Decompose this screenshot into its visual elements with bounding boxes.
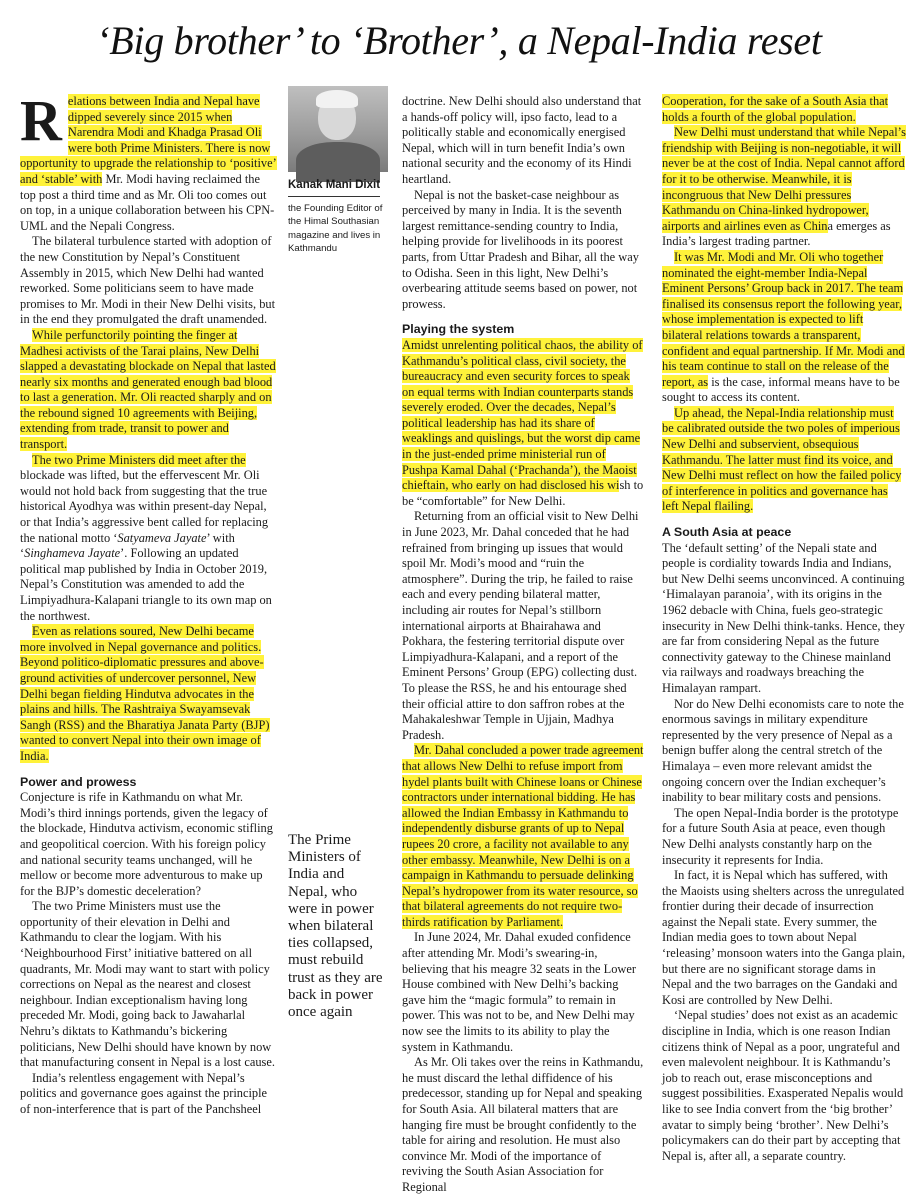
paragraph: India’s relentless engagement with Nepal’s politics and governance goes against the principle of non-interference that is part of the Panchsheel: [20, 1070, 268, 1116]
section-heading: Playing the system: [402, 322, 515, 337]
paragraph: [402, 338, 644, 510]
paragraph: [662, 250, 906, 406]
highlighted-text: Cooperation, for the sake of a South Asia that holds a fourth of the global population.: [662, 94, 889, 124]
paragraph: doctrine. New Delhi should also understand that a hands-off policy will, ipso facto, lead to a politically stable and economically energised Nepal, which will in turn benefit India’s own national security and the economy of its Hindi heartland.: [402, 94, 642, 186]
text: Mr. Modi having reclaimed the top post a third time and as Mr. Oli too comes out on top, in a unique collaboration between his CPN-UML and the Nepali Congress.: [20, 171, 275, 233]
article-column-1: [20, 88, 278, 1116]
author-name: Kanak Mani Dixit: [288, 179, 381, 191]
highlighted-text: New Delhi must understand that while Nepal’s friendship with Beijing is non-negotiable, it will never be at the cost of India. Nepal cannot afford for it to be otherwise. Meanwhile, it is incongruous that New Delhi pressures Kathmandu on China-linked hydropower, airports and airlines even as Chin: [662, 125, 906, 233]
article-column-3: [402, 94, 644, 1194]
paragraph: Nepal is not the basket-case neighbour as perceived by many in India. It is the seventh largest remittance-sending country to India, helping provide for livelihoods in its poorest parts, from Uttar Pradesh and Bihar, all the way to Odisha. Seen in this light, New Delhi’s overbearing attitude seems based on power, not prowess.: [402, 187, 639, 311]
highlighted-text: lations towards a transparent, confident and equal partnership. If Mr. Modi and his team continue to stall on the release of the report, as: [662, 327, 905, 389]
highlighted-text: The two Prime Ministers did meet after the: [32, 452, 246, 467]
paragraph: [662, 94, 906, 125]
text: blockade was lifted, but the effervescent Mr. Oli would not hold back from suggesting that the true historical Ayodhya was within present-day Nepal, or that India’s aggressive bent called for replacing the national motto ‘: [20, 468, 269, 545]
italic-text: Satyameva Jayate: [117, 530, 207, 545]
author-photo: [288, 86, 388, 172]
highlighted-text: Mr. Dahal concluded a power trade agreement that allows New Delhi to refuse import from hydel plants built with Chinese loans or Chinese contractors under international bidding. He has allowed the Indian Embassy in Kathmandu to independently disburse grants of up to Nepal rupees 20 crore, a facility not available to any other embassy. Meanwhile, New Delhi is on a campaign in Kathmandu to persuade delinking Nepal’s hydropower from its water resource, so that bilateral agreements do not require two-thirds ratification by Parliament.: [402, 743, 644, 929]
headline: ‘Big brother’ to ‘Brother’, a Nepal-India reset: [96, 18, 822, 63]
text: ominated the eight-member India-Nepal Eminent Persons’ Group back in 2017. The team finalised its consensus report the following year, whose implementation is expected to lift bilateral re: [662, 265, 904, 342]
drop-cap: R: [20, 88, 62, 153]
text: is the case, informal means have to be sought to access its content.: [662, 374, 900, 405]
paragraph: The ‘default setting’ of the Nepali state and people is cordiality towards India and Indians, but New Delhi seems unconvinced. A continuing ‘Himalayan paranoia’, with its origins in the 1962 debacle with China, fuels geo-strategic insecurity in New Delhi think-tanks. Hence, they are far from considering Nepal as the future connectivity gateway to the Chinese mainland via railways and roadways breaching the Himalayan rampart.: [662, 540, 905, 695]
text: a emerges as India’s largest trading partner.: [662, 218, 891, 249]
paragraph: The open Nepal-India border is the prototype for a future South Asia at peace, even though New Delhi analysts constantly harp on the insecurity it represents for India.: [662, 805, 899, 867]
highlighted-text: It was Mr. Modi and Mr. Oli who together n: [662, 249, 884, 280]
text: ’. Following an updated political map published by India in October 2019, Nepal’s Constitution was amended to add the Limpiyadhura-Kalapani triangle to its own map on the northwest.: [20, 546, 272, 623]
paragraph: [20, 624, 278, 764]
paragraph: In fact, it is Nepal which has suffered, with the Maoists using shelters across the unregulated frontier during their decade of insurrection against the Nepali state. Every summer, the Indian media goes to town about Nepal ‘releasing’ monsoon waters into the Ganga plain, but there are no significant storage dams in Nepal and the two barrages on the Gandaki and Kosi are controlled by New Delhi.: [662, 868, 906, 1007]
article-column-4: [662, 94, 906, 1163]
paragraph: [662, 406, 906, 515]
paragraph: Conjecture is rife in Kathmandu on what Mr. Modi’s third innings portends, given the legacy of the blockade, Hindutva activism, economic stifling and geopolitical coercion. With his foreign policy and national security teams unchanged, will he mellow or become more adventurous to make up for the BJP’s domestic deceleration?: [20, 790, 273, 898]
pull-quote: The Prime Ministers of India and Nepal, who were in power when bilateral ties collapsed, must rebuild trust as they are back in power once again: [288, 832, 383, 1021]
divider: [288, 196, 380, 197]
text: ’ with ‘: [20, 530, 235, 561]
paragraph: The two Prime Ministers must use the opportunity of their elevation in Delhi and Kathmandu to clear the logjam. With his ‘Neighbourhood First’ initiative battered on all quadrants, Mr. Modi may want to start with policy corrections on Nepal as the nearest and closest neighbour. Indian exceptionalism having long preceded Mr. Modi, going back to Jawaharlal Nehru’s diktats to Kathmandu’s bickering politicians, New Delhi should have known by now that manufacturing consent in Nepal is a lost cause.: [20, 899, 275, 1070]
author-bio: the Founding Editor of the Himal Southasian magazine and lives in Kathmandu: [288, 203, 383, 255]
text: sh to be “comfortable” for New Delhi.: [402, 478, 644, 508]
highlighted-text: Even as relations soured, New Delhi became more involved in Nepal governance and politics. Beyond politico-diplomatic pressures and above-ground activities of undercover personnel, New Delhi began fielding Hindutva advocates in the plains and hills. The Rashtraiya Swayamsevak Sangh (RSS) and the Bharatiya Janata Party (BJP) wanted to convert Nepal into their own image of India.: [20, 624, 270, 763]
paragraph: Returning from an official visit to New Delhi in June 2023, Mr. Dahal conceded that he had refrained from bringing up issues that would spoil Mr. Modi’s mood and “ruin the atmosphere”. During the trip, he failed to raise each and every pending bilateral matter, including air routes for Nepal’s stillborn international airports at Bhairahawa and Pokhara, the festering territorial dispute over Limpiyadhura-Kalapani, and a report of the Eminent Persons’ Group (EPG) collecting dust. To please the RSS, he and his entourage shed their official attire to don saffron robes at the Mahakaleshwar Temple in Ujjain, Madhya Pradesh.: [402, 509, 639, 742]
paragraph: Nor do New Delhi economists care to note the enormous savings in military expenditure represented by the very presence of Nepal as a benign buffer along the central stretch of the Himalaya – even more relevant amidst the ongoing concern over the Indian exchequer’s inability to bear military costs and pensions.: [662, 696, 904, 805]
section-heading: A South Asia at peace: [662, 525, 792, 540]
highlighted-text: Up ahead, the Nepal-India relationship must be calibrated outside the two poles of imperious New Delhi and subservient, obsequious Kathmandu. The latter must find its voice, and New Delhi must reflect on how the failed policy of interference in politics and governance has left Nepal flailing.: [662, 405, 902, 514]
paragraph: [662, 125, 906, 250]
section-heading: Power and prowess: [20, 774, 137, 789]
highlighted-text: Amidst unrelenting political chaos, the ability of Kathmandu’s political class, civil society, the bureaucracy and even security forces to speak on equal terms with Indian counterparts stands severely eroded. Over the decades, Nepal’s political leadership has had its share of weaklings and quislings, but the worst dip came in the just-ended prime ministerial run of Pushpa Kamal Dahal (‘Prachanda’), the Maoist chieftain, who early on had disclosed his wi: [402, 337, 643, 493]
italic-text: Singhameva Jayate: [24, 546, 121, 561]
paragraph: [20, 453, 278, 625]
highlighted-text: elations between India and Nepal have dipped severely since 2015 when Narendra Modi and Khadga Prasad Oli were both Prime Ministers. There is now opportunity to upgrade the relationship to ‘positive’ and ‘stable’ with: [20, 94, 277, 186]
paragraph: The bilateral turbulence started with adoption of the new Constitution by Nepal’s Constituent Assembly in 2015, which New Delhi had wanted reworked. Some politicians seem to have made promises to Mr. Modi in their New Delhi visits, but in the end they promulgated the draft unamended.: [20, 234, 276, 327]
highlighted-text: While perfunctorily pointing the finger at Madhesi activists of the Tarai plains, New Delhi slapped a devastating blockade on Nepal that lasted nearly six months and generated enough bad blood to last a generation. Mr. Oli reacted sharply and on the rebound signed 10 agreements with Beijing, extending from trade, transit to power and transport.: [20, 327, 276, 452]
paragraph: ‘Nepal studies’ does not exist as an academic discipline in India, which is one reason Indian citizens think of Nepal as a poor, ungrateful and even malevolent neighbour. It is Kathmandu’s job to reach out, erase misconceptions and suggest possibilities. Exasperated Nepalis would like to see India convert from the ‘big brother’ avatar to simply being ‘brother’. New Delhi’s policymakers can do their part by accepting that Nepal is, after all, a separate country.: [662, 1008, 904, 1163]
paragraph: [20, 88, 278, 234]
paragraph: [402, 743, 644, 930]
author-sidebar: [288, 86, 388, 1021]
paragraph: In June 2024, Mr. Dahal exuded confidence after attending Mr. Modi’s swearing-in, believing that his meagre 32 seats in the Lower House combined with New Delhi’s backing gave him the “magic formula” to remain in power. This was not to be, and New Delhi may now see the limits to its ability to play the system in Kathmandu.: [402, 930, 636, 1054]
paragraph: As Mr. Oli takes over the reins in Kathmandu, he must discard the lethal diffidence of his predecessor, standing up for Nepal and speaking for South Asia. All bilateral matters that are hanging fire must be brought confidently to the table for airing and resolution. He must also convince Mr. Modi of the importance of reviving the South Asian Association for Regional: [402, 1055, 644, 1194]
paragraph: [20, 328, 278, 453]
